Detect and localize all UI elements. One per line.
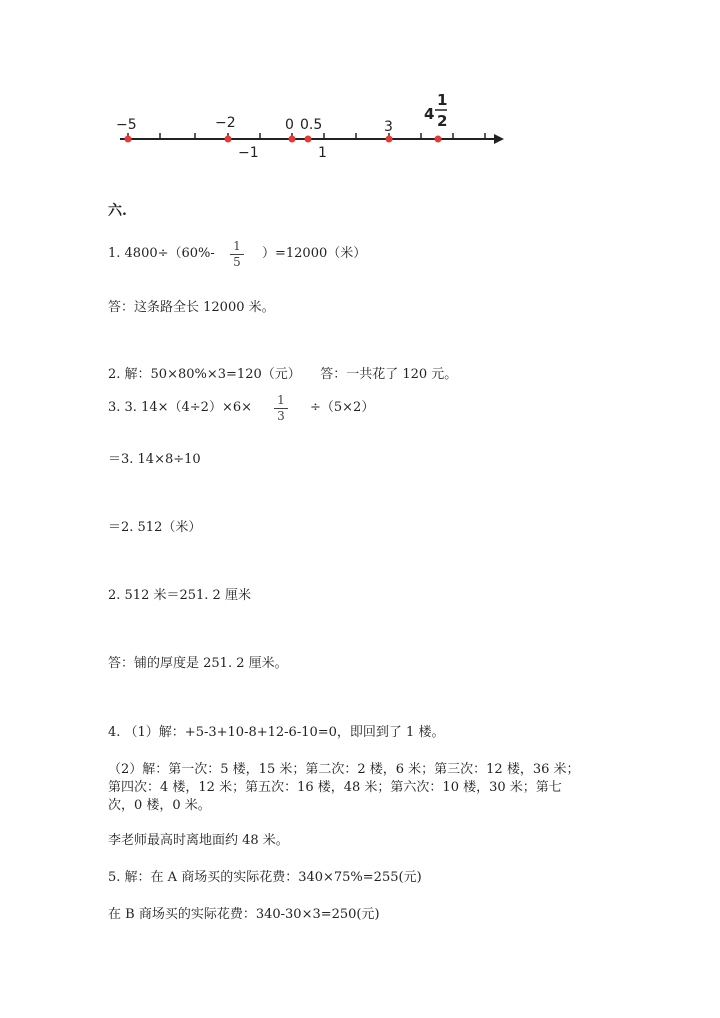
point-0-5 <box>305 136 312 143</box>
question-4-part-2-line-1: （2）解：第一次：5 楼，15 米；第二次：2 楼，6 米；第三次：12 楼，36 米； <box>108 762 580 777</box>
question-4-conclusion: 李老师最高时离地面约 48 米。 <box>108 833 289 848</box>
label-4-half-den: 2 <box>437 112 448 130</box>
q3-text-after: ÷（5×2） <box>310 400 375 415</box>
label-3: 3 <box>384 119 393 135</box>
question-4-part-1: 4. （1）解：+5-3+10-8+12-6-10=0，即回到了 1 楼。 <box>108 725 445 740</box>
q1-frac-den: 5 <box>233 255 241 269</box>
label-0: 0 <box>285 117 294 133</box>
q3-step-1: ＝3. 14×8÷10 <box>108 452 201 467</box>
point-0 <box>289 136 296 143</box>
label-4-half-num: 1 <box>437 91 448 109</box>
q1-text-after: ）=12000（米） <box>262 246 367 261</box>
q3-frac-den: 3 <box>277 409 285 423</box>
label-1: 1 <box>318 145 327 161</box>
number-line-arrow <box>494 134 504 144</box>
question-4-part-2-line-3: 次，0 楼，0 米。 <box>108 798 211 813</box>
section-heading: 六. <box>108 203 127 219</box>
question-5-line-2: 在 B 商场买的实际花费：340-30×3=250(元) <box>108 907 380 922</box>
q3-fraction <box>274 394 288 423</box>
label-neg2: −2 <box>215 115 236 131</box>
point-3 <box>386 136 393 143</box>
point-neg2 <box>225 136 232 143</box>
q1-text-before: 1. 4800÷（60%- <box>108 246 215 261</box>
q3-step-3: 2. 512 米＝251. 2 厘米 <box>108 588 251 603</box>
point-4-5 <box>435 136 442 143</box>
q3-text-before: 3. 3. 14×（4÷2）×6× <box>108 400 252 415</box>
q1-line <box>108 245 215 263</box>
question-4-part-2-line-2: 第四次：4 楼，12 米；第五次：16 楼，48 米；第六次：10 楼，30 米；第七 <box>108 780 562 795</box>
number-line <box>100 85 520 165</box>
answer-1: 答：这条路全长 12000 米。 <box>108 300 275 315</box>
q3-step-2: ＝2. 512（米） <box>108 520 202 535</box>
label-4-half-whole: 4 <box>424 105 435 123</box>
q3-frac-num: 1 <box>277 393 285 407</box>
q1-fraction <box>230 240 244 269</box>
question-5-line-1: 5. 解：在 A 商场买的实际花费：340×75%=255(元) <box>108 870 422 885</box>
answer-3: 答：铺的厚度是 251. 2 厘米。 <box>108 656 288 671</box>
label-neg1: −1 <box>238 145 259 161</box>
q1-frac-num: 1 <box>233 239 241 253</box>
label-0-5: 0.5 <box>300 117 323 133</box>
question-2: 2. 解：50×80%×3=120（元） 答：一共花了 120 元。 <box>108 367 458 382</box>
label-neg5: −5 <box>116 117 137 133</box>
point-neg5 <box>125 136 132 143</box>
